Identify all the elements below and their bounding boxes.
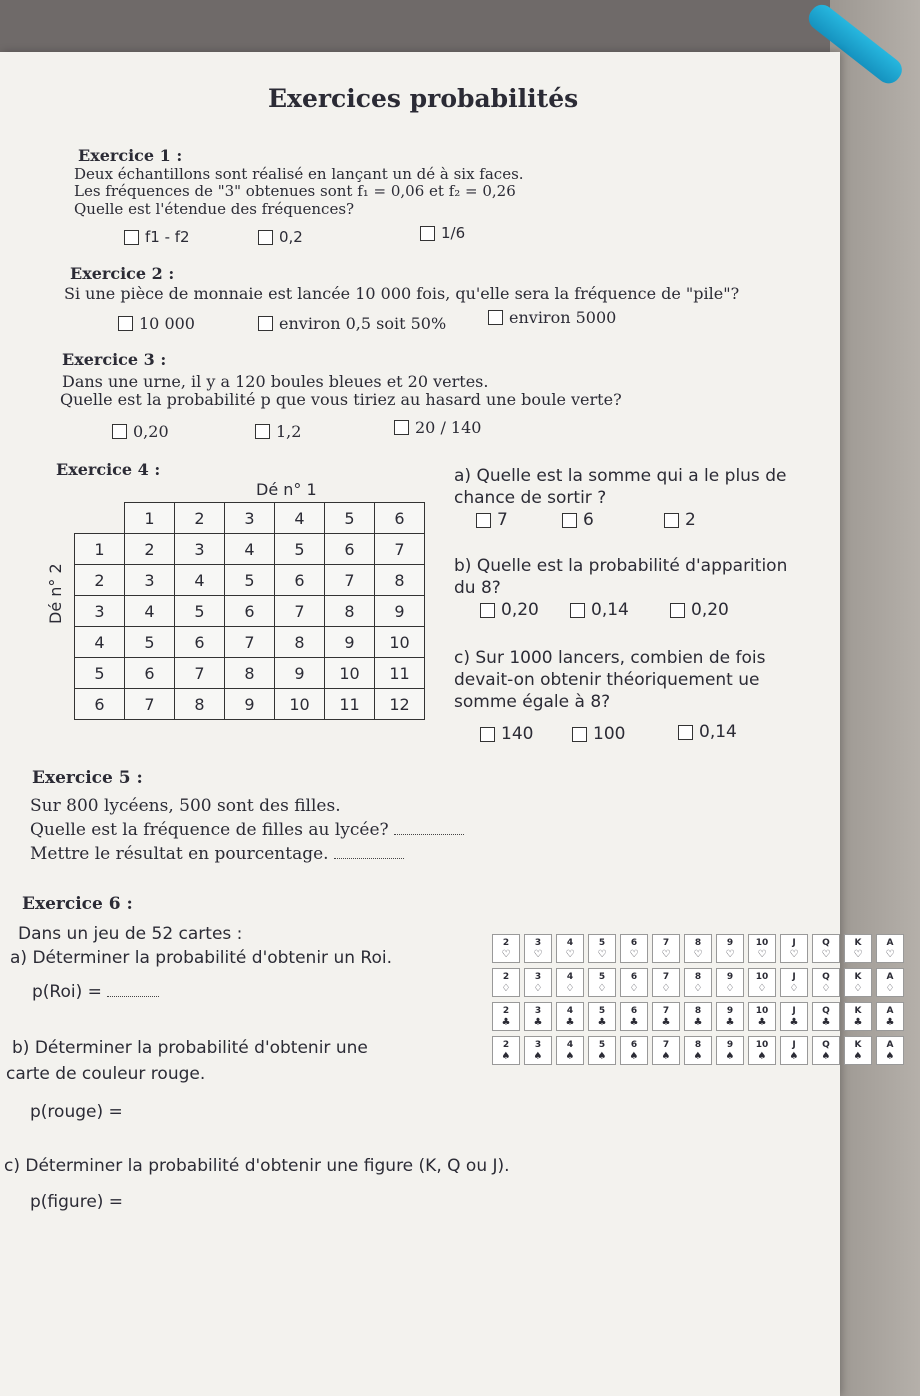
answer-blank[interactable] [334, 846, 404, 859]
table-row [75, 565, 425, 596]
playing-card [652, 934, 680, 963]
card-rank: 3 [534, 1005, 542, 1016]
ex4-qa-line1: a) Quelle est la somme qui a le plus de [454, 466, 787, 486]
playing-card [556, 1002, 584, 1031]
table-cell: 8 [375, 565, 425, 596]
card-rank: 9 [726, 1039, 734, 1050]
ex6-line1: Dans un jeu de 52 cartes : [18, 924, 243, 944]
playing-card [620, 968, 648, 997]
card-suit-icon: ♣ [885, 1016, 895, 1028]
playing-card [524, 968, 552, 997]
checkbox[interactable] [394, 420, 409, 435]
ex5-question: Quelle est la fréquence de filles au lycée? [30, 820, 464, 840]
card-suit-icon: ♢ [821, 982, 831, 994]
playing-card [876, 1036, 904, 1065]
card-suit-icon: ♢ [757, 982, 767, 994]
table-cell: 5 [225, 565, 275, 596]
table-cell: 12 [375, 689, 425, 720]
ex3-option-3[interactable]: 20 / 140 [394, 418, 481, 437]
card-rank: 9 [726, 937, 734, 948]
table-cell: 6 [275, 565, 325, 596]
ex1-option-3[interactable]: 1/6 [420, 224, 465, 242]
table-cell: 8 [275, 627, 325, 658]
ex3-question: Quelle est la probabilité p que vous tiriez au hasard une boule verte? [60, 390, 622, 409]
ex4-qc-line2: devait-on obtenir théoriquement ue [454, 670, 760, 690]
ex4-qc-line3: somme égale à 8? [454, 692, 611, 712]
table-cell: 7 [375, 534, 425, 565]
table-row [75, 689, 425, 720]
ex4-qb-option-1[interactable]: 0,20 [480, 600, 539, 620]
card-rank: 3 [534, 1039, 542, 1050]
card-suit-icon: ♢ [789, 982, 799, 994]
card-suit-icon: ♣ [597, 1016, 607, 1028]
table-cell [75, 503, 125, 534]
table-cell: 8 [325, 596, 375, 627]
ex5-line3: Mettre le résultat en pourcentage. [30, 844, 404, 864]
table-cell: 5 [275, 534, 325, 565]
ex6-qa-answer: p(Roi) = [32, 982, 159, 1002]
checkbox[interactable] [476, 513, 491, 528]
card-rank: 5 [598, 971, 606, 982]
playing-card [556, 1036, 584, 1065]
card-suit-icon: ♠ [501, 1050, 511, 1062]
ex2-option-2[interactable]: environ 0,5 soit 50% [258, 314, 446, 333]
checkbox[interactable] [480, 727, 495, 742]
ex1-line2: Les fréquences de "3" obtenues sont f₁ = 0,06 et f₂ = 0,26 [74, 182, 516, 200]
table-cell: 5 [175, 596, 225, 627]
card-suit-icon: ♢ [565, 982, 575, 994]
playing-card [716, 934, 744, 963]
playing-card [556, 968, 584, 997]
card-suit-icon: ♣ [821, 1016, 831, 1028]
card-rank: K [854, 971, 862, 982]
playing-card [684, 968, 712, 997]
ex6-qb-line1: b) Déterminer la probabilité d'obtenir une [12, 1038, 368, 1058]
card-rank: 8 [694, 1039, 702, 1050]
ex6-qa: a) Déterminer la probabilité d'obtenir un Roi. [10, 948, 392, 968]
card-rank: 9 [726, 971, 734, 982]
card-suit-icon: ♡ [853, 948, 863, 960]
card-rank: 2 [502, 1039, 510, 1050]
card-suit-icon: ♡ [565, 948, 575, 960]
playing-card [876, 934, 904, 963]
card-rank: A [886, 971, 894, 982]
table-cell: 1 [75, 534, 125, 565]
card-suit-icon: ♣ [789, 1016, 799, 1028]
playing-card [748, 968, 776, 997]
card-suit-icon: ♣ [501, 1016, 511, 1028]
checkbox[interactable] [562, 513, 577, 528]
card-rank: 6 [630, 1005, 638, 1016]
card-rank: K [854, 1039, 862, 1050]
card-rank: Q [822, 971, 830, 982]
ex4-qa-option-2[interactable]: 6 [562, 510, 594, 530]
playing-card [812, 1002, 840, 1031]
card-suit-icon: ♡ [757, 948, 767, 960]
playing-card [652, 1002, 680, 1031]
playing-card [812, 934, 840, 963]
card-suit-icon: ♠ [597, 1050, 607, 1062]
card-suit-icon: ♠ [629, 1050, 639, 1062]
card-rank: Q [822, 1039, 830, 1050]
card-suit-icon: ♣ [533, 1016, 543, 1028]
card-suit-icon: ♢ [501, 982, 511, 994]
card-suit-icon: ♠ [789, 1050, 799, 1062]
checkbox[interactable] [570, 603, 585, 618]
card-rank: A [886, 937, 894, 948]
table-cell: 9 [375, 596, 425, 627]
table-cell: 2 [125, 534, 175, 565]
table-cell: 5 [125, 627, 175, 658]
playing-card [588, 1036, 616, 1065]
playing-card [684, 1002, 712, 1031]
table-cell: 10 [375, 627, 425, 658]
playing-card [556, 934, 584, 963]
playing-card [588, 1002, 616, 1031]
playing-card [780, 1036, 808, 1065]
ex1-heading: Exercice 1 : [78, 146, 183, 165]
table-row [75, 627, 425, 658]
card-suit-icon: ♡ [885, 948, 895, 960]
card-rank: 6 [630, 1039, 638, 1050]
table-header-cell: 1 [125, 503, 175, 534]
playing-card [588, 968, 616, 997]
table-cell: 9 [225, 689, 275, 720]
playing-card [716, 968, 744, 997]
card-rank: 7 [662, 971, 670, 982]
ex5-heading: Exercice 5 : [32, 768, 143, 788]
table-cell: 6 [75, 689, 125, 720]
ex3-option-1[interactable]: 0,20 [112, 422, 169, 441]
page-title: Exercices probabilités [268, 84, 579, 113]
playing-card [748, 1036, 776, 1065]
card-suit-icon: ♠ [757, 1050, 767, 1062]
playing-card [876, 968, 904, 997]
playing-card [844, 1002, 872, 1031]
table-cell: 7 [275, 596, 325, 627]
playing-card [780, 1002, 808, 1031]
card-suit-icon: ♡ [789, 948, 799, 960]
card-suit-icon: ♣ [725, 1016, 735, 1028]
ex4-qc-option-1[interactable]: 140 [480, 724, 533, 744]
playing-card [748, 934, 776, 963]
card-suit-icon: ♠ [725, 1050, 735, 1062]
worksheet-paper [0, 52, 895, 1396]
dice-table-title: Dé n° 1 [256, 480, 317, 499]
card-rank: 5 [598, 1039, 606, 1050]
ex4-qb-line1: b) Quelle est la probabilité d'apparition [454, 556, 788, 576]
card-suit-icon: ♡ [629, 948, 639, 960]
playing-card [812, 1036, 840, 1065]
ex2-option-3[interactable]: environ 5000 [488, 308, 616, 327]
checkbox[interactable] [124, 230, 139, 245]
card-suit-icon: ♣ [565, 1016, 575, 1028]
card-rank: 6 [630, 937, 638, 948]
card-suit-icon: ♣ [629, 1016, 639, 1028]
card-suit-icon: ♢ [885, 982, 895, 994]
ex2-option-1[interactable]: 10 000 [118, 314, 195, 333]
ex3-line1: Dans une urne, il y a 120 boules bleues et 20 vertes. [62, 372, 489, 391]
ex6-qc: c) Déterminer la probabilité d'obtenir une figure (K, Q ou J). [4, 1156, 510, 1176]
table-cell: 2 [75, 565, 125, 596]
ex1-question: Quelle est l'étendue des fréquences? [74, 200, 355, 218]
checkbox[interactable] [420, 226, 435, 241]
card-rank: 5 [598, 937, 606, 948]
card-suit-icon: ♡ [597, 948, 607, 960]
playing-card [492, 1002, 520, 1031]
playing-card [876, 1002, 904, 1031]
table-cell: 7 [325, 565, 375, 596]
table-cell: 4 [125, 596, 175, 627]
card-rank: 7 [662, 937, 670, 948]
checkbox[interactable] [678, 725, 693, 740]
card-suit-icon: ♠ [821, 1050, 831, 1062]
ex4-qa-line2: chance de sortir ? [454, 488, 607, 508]
table-cell: 4 [75, 627, 125, 658]
dice-side-label: Dé n° 2 [46, 563, 65, 624]
table-header-cell: 2 [175, 503, 225, 534]
ex2-question: Si une pièce de monnaie est lancée 10 000 fois, qu'elle sera la fréquence de "pile"? [64, 284, 740, 303]
card-suit-icon: ♢ [533, 982, 543, 994]
card-rank: 10 [755, 971, 769, 982]
table-cell: 6 [175, 627, 225, 658]
checkbox[interactable] [664, 513, 679, 528]
playing-card [684, 934, 712, 963]
card-rank: J [792, 1005, 796, 1016]
checkbox[interactable] [488, 310, 503, 325]
card-rank: Q [822, 937, 830, 948]
card-rank: 8 [694, 937, 702, 948]
playing-card [492, 934, 520, 963]
ex6-qc-answer: p(figure) = [30, 1192, 124, 1212]
card-rank: 8 [694, 971, 702, 982]
checkbox[interactable] [572, 727, 587, 742]
playing-card [812, 968, 840, 997]
card-rank: 4 [566, 937, 574, 948]
card-suit-icon: ♢ [597, 982, 607, 994]
checkbox[interactable] [480, 603, 495, 618]
card-suit-icon: ♠ [533, 1050, 543, 1062]
playing-card [524, 1002, 552, 1031]
card-suit-icon: ♡ [501, 948, 511, 960]
desk-edge [830, 0, 920, 1396]
checkbox[interactable] [258, 316, 273, 331]
card-suit-icon: ♡ [725, 948, 735, 960]
card-rank: 7 [662, 1005, 670, 1016]
ex4-qb-option-3[interactable]: 0,20 [670, 600, 729, 620]
ex1-option-2[interactable]: 0,2 [258, 228, 303, 246]
table-cell: 3 [125, 565, 175, 596]
checkbox[interactable] [255, 424, 270, 439]
card-suit-icon: ♠ [693, 1050, 703, 1062]
card-rank: 5 [598, 1005, 606, 1016]
checkbox[interactable] [112, 424, 127, 439]
card-rank: 10 [755, 1005, 769, 1016]
card-suit-icon: ♠ [565, 1050, 575, 1062]
dice-sum-table [74, 502, 425, 720]
table-cell: 7 [125, 689, 175, 720]
card-rank: K [854, 937, 862, 948]
card-suit-icon: ♠ [853, 1050, 863, 1062]
card-row [492, 1036, 904, 1065]
playing-card [620, 934, 648, 963]
card-suit-icon: ♡ [533, 948, 543, 960]
ex4-qa-option-3[interactable]: 2 [664, 510, 696, 530]
playing-card [716, 1002, 744, 1031]
playing-card [588, 934, 616, 963]
card-suit-icon: ♣ [661, 1016, 671, 1028]
card-rank: A [886, 1039, 894, 1050]
table-header-cell: 3 [225, 503, 275, 534]
answer-blank[interactable] [394, 822, 464, 835]
ex1-option-1[interactable]: f1 - f2 [124, 228, 190, 246]
table-cell: 6 [125, 658, 175, 689]
card-rank: 3 [534, 971, 542, 982]
table-cell: 7 [175, 658, 225, 689]
table-cell: 11 [375, 658, 425, 689]
card-rank: A [886, 1005, 894, 1016]
card-suit-icon: ♢ [693, 982, 703, 994]
answer-blank[interactable] [107, 984, 159, 997]
card-rank: 6 [630, 971, 638, 982]
ex4-qc-option-3[interactable]: 0,14 [678, 722, 737, 742]
card-row [492, 968, 904, 997]
playing-card [780, 968, 808, 997]
table-header-cell: 5 [325, 503, 375, 534]
card-rank: 10 [755, 937, 769, 948]
playing-card [684, 1036, 712, 1065]
card-rank: K [854, 1005, 862, 1016]
card-suit-icon: ♠ [661, 1050, 671, 1062]
playing-card [780, 934, 808, 963]
ex2-heading: Exercice 2 : [70, 264, 175, 283]
card-rank: J [792, 1039, 796, 1050]
card-rank: 7 [662, 1039, 670, 1050]
ex5-line1: Sur 800 lycéens, 500 sont des filles. [30, 796, 341, 816]
table-header-cell: 6 [375, 503, 425, 534]
ex4-qc-option-2[interactable]: 100 [572, 724, 625, 744]
card-suit-icon: ♢ [853, 982, 863, 994]
table-cell: 8 [225, 658, 275, 689]
ex1-line1: Deux échantillons sont réalisé en lançant un dé à six faces. [74, 165, 524, 183]
table-cell: 9 [275, 658, 325, 689]
card-suit-icon: ♠ [885, 1050, 895, 1062]
ex6-qb-line2: carte de couleur rouge. [6, 1064, 206, 1084]
ex3-option-2[interactable]: 1,2 [255, 422, 301, 441]
table-cell: 6 [325, 534, 375, 565]
table-row [75, 658, 425, 689]
card-rank: 9 [726, 1005, 734, 1016]
ex4-heading: Exercice 4 : [56, 460, 161, 479]
card-rank: J [792, 971, 796, 982]
table-row [75, 596, 425, 627]
ex3-heading: Exercice 3 : [62, 350, 167, 369]
card-rank: 4 [566, 1039, 574, 1050]
playing-card [492, 1036, 520, 1065]
ex6-qb-answer: p(rouge) = [30, 1102, 123, 1122]
card-rank: 4 [566, 1005, 574, 1016]
table-cell: 5 [75, 658, 125, 689]
table-cell: 8 [175, 689, 225, 720]
ex4-qa-option-1[interactable]: 7 [476, 510, 508, 530]
card-deck-grid [492, 934, 904, 1070]
table-cell: 9 [325, 627, 375, 658]
card-suit-icon: ♡ [661, 948, 671, 960]
playing-card [492, 968, 520, 997]
playing-card [844, 934, 872, 963]
playing-card [524, 1036, 552, 1065]
table-cell: 10 [325, 658, 375, 689]
card-row [492, 934, 904, 963]
card-rank: 8 [694, 1005, 702, 1016]
playing-card [620, 1002, 648, 1031]
card-suit-icon: ♢ [661, 982, 671, 994]
card-suit-icon: ♡ [821, 948, 831, 960]
table-cell: 11 [325, 689, 375, 720]
playing-card [748, 1002, 776, 1031]
playing-card [652, 968, 680, 997]
card-suit-icon: ♣ [853, 1016, 863, 1028]
table-cell: 3 [175, 534, 225, 565]
checkbox[interactable] [670, 603, 685, 618]
table-cell: 3 [75, 596, 125, 627]
ex4-qb-line2: du 8? [454, 578, 501, 598]
table-cell: 4 [175, 565, 225, 596]
table-row [75, 534, 425, 565]
table-cell: 4 [225, 534, 275, 565]
table-cell: 10 [275, 689, 325, 720]
card-rank: 2 [502, 937, 510, 948]
checkbox[interactable] [118, 316, 133, 331]
card-rank: J [792, 937, 796, 948]
card-suit-icon: ♣ [757, 1016, 767, 1028]
table-header-cell: 4 [275, 503, 325, 534]
ex4-qc-line1: c) Sur 1000 lancers, combien de fois [454, 648, 766, 668]
playing-card [716, 1036, 744, 1065]
card-row [492, 1002, 904, 1031]
card-suit-icon: ♣ [693, 1016, 703, 1028]
playing-card [844, 968, 872, 997]
playing-card [844, 1036, 872, 1065]
table-row [75, 503, 425, 534]
card-suit-icon: ♢ [629, 982, 639, 994]
card-rank: Q [822, 1005, 830, 1016]
card-rank: 2 [502, 971, 510, 982]
card-rank: 3 [534, 937, 542, 948]
table-cell: 7 [225, 627, 275, 658]
table-cell: 6 [225, 596, 275, 627]
card-suit-icon: ♡ [693, 948, 703, 960]
card-rank: 2 [502, 1005, 510, 1016]
card-rank: 10 [755, 1039, 769, 1050]
card-suit-icon: ♢ [725, 982, 735, 994]
ex4-qb-option-2[interactable]: 0,14 [570, 600, 629, 620]
ex6-heading: Exercice 6 : [22, 894, 133, 914]
card-rank: 4 [566, 971, 574, 982]
playing-card [620, 1036, 648, 1065]
checkbox[interactable] [258, 230, 273, 245]
playing-card [524, 934, 552, 963]
playing-card [652, 1036, 680, 1065]
